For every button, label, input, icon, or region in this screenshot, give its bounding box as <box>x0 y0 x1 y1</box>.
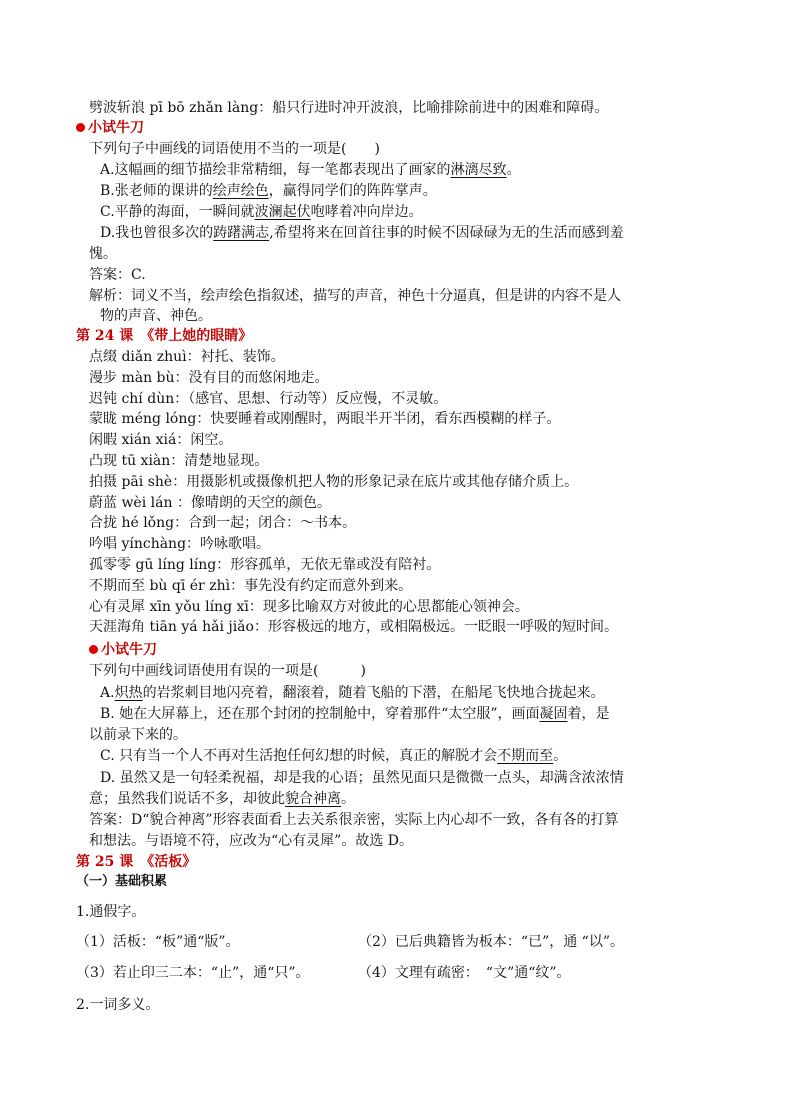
tongjia-item: （1）活板：“板”通“版”。 <box>76 934 240 950</box>
vocab-word: 孤零零 <box>89 557 131 573</box>
vocab-word: 闲暇 <box>89 432 117 449</box>
option-c: C.平静的海面，一瞬间就波澜起伏咆哮着冲向岸边。 <box>100 204 423 220</box>
quiz-heading: 小试牛刀 <box>89 640 157 660</box>
vocab-pinyin: hé lǒng <box>121 515 175 532</box>
vocab-item <box>89 597 529 617</box>
vocab-item <box>89 472 578 492</box>
lesson-title: 第 24 课 《带上她的眼睛》 <box>76 328 253 344</box>
option-b: B.张老师的课讲的绘声绘色，赢得同学们的阵阵掌声。 <box>100 183 437 199</box>
vocab-def: ：衬托、装饰。 <box>186 349 285 365</box>
tongjia-item: （2）已后典籍皆为板本：“已”，通 “以”。 <box>358 934 624 950</box>
vocab-pinyin: tiān yá hǎi jiǎo <box>149 619 254 636</box>
vocab-line: 劈波斩浪 pī bō zhǎn làng：船只行进时冲开波浪，比喻排除前进中的困难和障碍。 <box>89 100 609 116</box>
vocab-pinyin: gū líng líng <box>135 557 217 573</box>
option-b: B. 她在大屏幕上，还在那个封闭的控制舱中，穿着那件“太空服”，画面凝固着，是 <box>100 706 610 722</box>
vocab-item <box>89 576 412 596</box>
vocab-item <box>89 493 331 513</box>
vocab-word: 凸现 <box>89 453 117 469</box>
vocab-def: ：用摄影机或摄像机把人物的形象记录在底片或其他存储介质上。 <box>172 473 579 490</box>
analysis: 解析：词义不当，绘声绘色指叙述，描写的声音，神色十分逼真，但是讲的内容不是人 <box>89 288 621 304</box>
vocab-word: 拍摄 <box>89 473 117 490</box>
vocab-pinyin: méng lóng <box>121 411 197 428</box>
vocab-word: 天涯海角 <box>89 619 145 636</box>
vocab-word: 漫步 <box>89 369 117 386</box>
vocab-item <box>89 617 618 637</box>
answer: 答案：D“貌合神离”形容表面看上去关系很亲密，实际上内心却不一致，各有各的打算 <box>89 812 619 828</box>
vocab-pinyin: pāi shè <box>121 473 173 490</box>
vocab-pinyin: diǎn zhuì <box>121 349 187 365</box>
vocab-def: ：形容孤单，无依无靠或没有陪衬。 <box>216 557 441 573</box>
option-d: D.我也曾很多次的踌躇满志,希望将来在回首往事的时候不因碌碌为无的生活而感到羞 <box>100 225 624 241</box>
vocab-def: ：闲空。 <box>176 432 233 449</box>
option-d-cont: 意；虽然我们说话不多，却彼此貌合神离。 <box>89 791 355 807</box>
vocab-item <box>89 409 560 429</box>
vocab-item <box>89 451 268 471</box>
vocab-pinyin: wèi lán <box>121 494 173 511</box>
tongjia-item: （4）文理有疏密： “文”通“纹”。 <box>358 965 571 981</box>
vocab-def: ：快要睡着或刚醒时，两眼半开半闭，看东西模糊的样子。 <box>196 411 561 428</box>
vocab-word: 不期而至 <box>89 577 145 594</box>
vocab-item <box>89 430 232 450</box>
vocab-item <box>89 534 270 554</box>
red-dot-icon <box>89 645 98 654</box>
vocab-item <box>89 555 440 575</box>
answer-cont: 和想法。与语境不符，应改为“心有灵犀”。故选 D。 <box>89 833 413 849</box>
option-a: A.炽热的岩浆刺目地闪亮着，翻滚着，随着飞船的下潜，在船尾飞快地合拢起来。 <box>100 685 605 701</box>
tongjia-item: （3）若止印三二本：“止”，通“只”。 <box>76 965 310 981</box>
item-title: 1.通假字。 <box>76 904 146 920</box>
vocab-def: ：（感官、思想、行动等）反应慢，不灵敏。 <box>174 390 448 407</box>
vocab-word: 心有灵犀 <box>89 598 145 615</box>
vocab-def: ：吟咏歌唱。 <box>186 536 271 553</box>
vocab-def: ：现多比喻双方对彼此的心思都能心领神会。 <box>248 598 529 615</box>
option-c: C. 只有当一个人不再对生活抱任何幻想的时候，真正的解脱才会不期而至。 <box>100 748 568 764</box>
item-title: 2.一词多义。 <box>76 997 160 1013</box>
lesson-title: 第 25 课 《活板》 <box>76 854 197 870</box>
vocab-def: ：合到一起；闭合：～书本。 <box>174 515 357 532</box>
vocab-def: ：没有目的而悠闲地走。 <box>174 369 329 386</box>
vocab-item <box>89 513 356 533</box>
vocab-word: 吟唱 <box>89 536 117 553</box>
vocab-pinyin: xián xiá <box>121 432 177 449</box>
vocab-def: ：像晴朗的天空的颜色。 <box>172 494 331 511</box>
vocab-pinyin: bù qī ér zhì <box>149 577 231 594</box>
vocab-pinyin: màn bù <box>121 369 175 386</box>
option-d-cont: 愧。 <box>89 246 117 262</box>
section-title: （一）基础积累 <box>76 874 168 889</box>
vocab-def: ：事先没有约定而意外到来。 <box>230 577 413 594</box>
vocab-word: 蒙眬 <box>89 411 117 428</box>
analysis-cont: 物的声音、神色。 <box>100 308 212 324</box>
vocab-pinyin: chí dùn <box>121 390 175 407</box>
red-dot-icon <box>76 123 85 132</box>
vocab-word: 合拢 <box>89 515 117 532</box>
option-a: A.这幅画的细节描绘非常精细，每一笔都表现出了画家的淋漓尽致。 <box>100 162 521 178</box>
vocab-def: ：形容极远的地方，或相隔极远。一眨眼一呼吸的短时间。 <box>253 619 618 636</box>
vocab-item <box>89 368 329 388</box>
option-b-cont: 以前录下来的。 <box>89 727 187 743</box>
vocab-word: 迟钝 <box>89 390 117 407</box>
vocab-word: 蔚蓝 <box>89 494 117 511</box>
quiz-question: 下列句子中画线的词语使用不当的一项是( ) <box>89 141 380 157</box>
option-d: D. 虽然又是一句轻柔祝福，却是我的心语；虽然见面只是微微一点头，却满含浓浓情 <box>100 770 624 786</box>
vocab-pinyin: tū xiàn <box>121 453 171 469</box>
vocab-item <box>89 389 447 409</box>
answer: 答案：C. <box>89 267 146 283</box>
vocab-def: ：清楚地显现。 <box>170 453 269 469</box>
quiz-question: 下列句中画线词语使用有误的一项是( ) <box>89 663 366 679</box>
quiz-heading: 小试牛刀 <box>76 118 144 138</box>
vocab-item <box>89 347 285 367</box>
vocab-pinyin: xīn yǒu líng xī <box>149 598 249 615</box>
vocab-pinyin: yínchàng <box>121 536 187 553</box>
vocab-word: 点缀 <box>89 349 117 365</box>
